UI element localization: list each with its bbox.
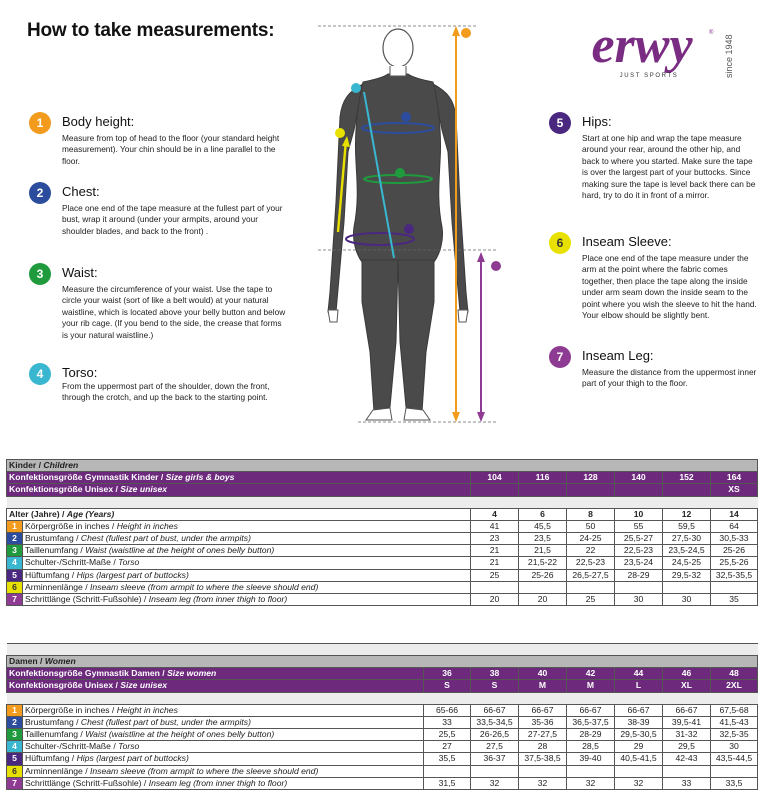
table-cell: 23,5-24 <box>615 557 663 569</box>
since-label <box>722 18 736 80</box>
measure-heading: Inseam Leg: <box>582 348 654 363</box>
table-cell: 64 <box>711 520 758 532</box>
table-cell: 32 <box>615 777 663 789</box>
row-number-badge: 3 <box>7 545 23 557</box>
measurement-row <box>7 593 758 605</box>
age-row: Alter (Jahre) / Age (Years) 4 6 8 10 12 14 <box>7 508 758 520</box>
row-label: Schulter-/Schritt-Maße / Torso <box>23 741 424 753</box>
size-row: Konfektionsgröße Gymnastik Kinder / Size girls & boys 104 116 128 140 152 164 <box>7 472 758 484</box>
measurement-row <box>7 520 758 532</box>
measure-text: Measure the circumference of your waist. Use the tape to circle your waist (sort of like a belt would) at your natural waistline, which is located above your belly button and below your rib cage. (If you bend to the side, the crease that forms is your natural waistline.) <box>62 284 286 340</box>
row-number-badge: 2 <box>7 716 23 728</box>
measurement-row <box>7 777 758 789</box>
table-cell: 24,5-25 <box>663 557 711 569</box>
table-cell: 25-26 <box>519 569 567 581</box>
table-cell: 66-67 <box>615 704 663 716</box>
row-label: Körpergröße in inches / Height in inches <box>23 704 424 716</box>
svg-text:since 1948: since 1948 <box>724 34 734 78</box>
table-cell: 29,5-30,5 <box>615 728 663 740</box>
table-cell: 59,5 <box>663 520 711 532</box>
svg-text:®: ® <box>709 30 714 36</box>
measure-heading: Waist: <box>62 265 98 280</box>
table-cell: 35,5 <box>424 753 471 765</box>
table-cell: 23 <box>471 532 519 544</box>
table-cell: 32 <box>567 777 615 789</box>
measure-heading: Inseam Sleeve: <box>582 234 672 249</box>
measurement-row <box>7 545 758 557</box>
measure-heading: Hips: <box>582 114 612 129</box>
table-cell: 21 <box>471 557 519 569</box>
measurement-row <box>7 704 758 716</box>
measurement-row <box>7 569 758 581</box>
table-cell: 38-39 <box>615 716 663 728</box>
number-badge-1: 1 <box>29 112 51 134</box>
table-cell: 25,5-26 <box>711 557 758 569</box>
table-cell <box>615 765 663 777</box>
logo-tagline: JUST SPORTS <box>619 73 679 79</box>
section-header-children: Kinder / Children <box>7 460 758 472</box>
table-cell: 67,5-68 <box>711 704 758 716</box>
row-label: Taillenumfang / Waist (waistline at the height of ones belly button) <box>23 545 471 557</box>
table-cell: 29 <box>615 741 663 753</box>
table-cell: 66-67 <box>519 704 567 716</box>
table-cell: 24-25 <box>567 532 615 544</box>
size-table-children <box>6 459 758 606</box>
measure-text: Measure from top of head to the floor (your standard height measurement). Your chin should be in a line parallel to the floor. <box>62 133 280 166</box>
row-number-badge: 7 <box>7 593 23 605</box>
page-title: How to take measurements: <box>27 20 275 41</box>
table-cell: 40,5-41,5 <box>615 753 663 765</box>
table-cell: 35-36 <box>519 716 567 728</box>
unisex-row: Konfektionsgröße Unisex / Size unisex XS <box>7 484 758 496</box>
row-number-badge: 4 <box>7 557 23 569</box>
row-number-badge: 5 <box>7 753 23 765</box>
table-cell: 29,5-32 <box>663 569 711 581</box>
row-number-badge: 6 <box>7 765 23 777</box>
table-cell: 26,5-27,5 <box>567 569 615 581</box>
row-label: Brustumfang / Chest (fullest part of bust, under the armpits) <box>23 716 424 728</box>
table-cell: 66-67 <box>663 704 711 716</box>
table-cell: 42-43 <box>663 753 711 765</box>
table-cell: 32,5-35 <box>711 728 758 740</box>
table-cell: 65-66 <box>424 704 471 716</box>
table-cell <box>711 581 758 593</box>
table-cell: 20 <box>519 593 567 605</box>
table-cell <box>519 581 567 593</box>
table-cell: 25,5-27 <box>615 532 663 544</box>
row-label: Arminnenlänge / Inseam sleeve (from armpit to where the sleeve should end) <box>23 765 424 777</box>
table-cell: 45,5 <box>519 520 567 532</box>
row-label: Arminnenlänge / Inseam sleeve (from armpit to where the sleeve should end) <box>23 581 471 593</box>
row-label: Hüftumfang / Hips (largest part of buttocks) <box>23 753 424 765</box>
size-row: Konfektionsgröße Gymnastik Damen / Size women 36 38 40 42 44 46 48 <box>7 668 758 680</box>
row-number-badge: 3 <box>7 728 23 740</box>
row-number-badge: 7 <box>7 777 23 789</box>
number-badge-3: 3 <box>29 263 51 285</box>
table-cell: 39,5-41 <box>663 716 711 728</box>
table-cell: 35 <box>711 593 758 605</box>
table-cell: 27,5 <box>471 741 519 753</box>
logo-brand: erwy <box>591 18 693 74</box>
row-label: Schrittlänge (Schritt-Fußsohle) / Inseam leg (from inner thigh to floor) <box>23 593 471 605</box>
table-cell: 31,5 <box>424 777 471 789</box>
table-cell: 22 <box>567 545 615 557</box>
table-cell: 25 <box>471 569 519 581</box>
number-badge-6: 6 <box>549 232 571 254</box>
table-cell: 20 <box>471 593 519 605</box>
table-cell: 28-29 <box>567 728 615 740</box>
table-cell <box>567 765 615 777</box>
table-cell: 27-27,5 <box>519 728 567 740</box>
measure-heading: Torso: <box>62 365 98 380</box>
size-table-women <box>6 643 758 790</box>
table-cell: 30,5-33 <box>711 532 758 544</box>
table-cell <box>615 581 663 593</box>
measure-text: Start at one hip and wrap the tape measure around your rear, around the other hip, and back to where you started. Make sure the tape is over the largest part of your buttocks. Since making sure the tape is level back there can be hard, try to do it in front of a mirror. <box>582 133 756 201</box>
table-cell: 37,5-38,5 <box>519 753 567 765</box>
number-badge-7: 7 <box>549 346 571 368</box>
table-cell: 33 <box>424 716 471 728</box>
measurement-row <box>7 765 758 777</box>
table-cell: 31-32 <box>663 728 711 740</box>
number-badge-2: 2 <box>29 182 51 204</box>
table-cell: 32 <box>471 777 519 789</box>
table-cell <box>471 581 519 593</box>
row-number-badge: 2 <box>7 532 23 544</box>
section-header-women: Damen / Women <box>7 656 758 668</box>
table-cell: 25,5 <box>424 728 471 740</box>
table-cell <box>519 765 567 777</box>
measure-text: Measure the distance from the uppermost inner part of your thigh to the floor. <box>582 367 757 389</box>
table-cell: 28 <box>519 741 567 753</box>
row-label: Schrittlänge (Schritt-Fußsohle) / Inseam leg (from inner thigh to floor) <box>23 777 424 789</box>
number-badge-4: 4 <box>29 363 51 385</box>
row-number-badge: 5 <box>7 569 23 581</box>
measurement-row <box>7 532 758 544</box>
table-cell: 22,5-23 <box>567 557 615 569</box>
row-number-badge: 6 <box>7 581 23 593</box>
measurement-row <box>7 728 758 740</box>
row-number-badge: 4 <box>7 741 23 753</box>
table-cell <box>663 765 711 777</box>
table-cell: 66-67 <box>471 704 519 716</box>
table-cell: 66-67 <box>567 704 615 716</box>
table-cell: 41,5-43 <box>711 716 758 728</box>
measurement-row <box>7 557 758 569</box>
table-cell: 30 <box>663 593 711 605</box>
table-cell: 21,5-22 <box>519 557 567 569</box>
table-cell <box>663 581 711 593</box>
measure-text: From the uppermost part of the shoulder, down the front, through the crotch, and up the back to the starting point. <box>62 381 270 403</box>
table-cell: 32 <box>519 777 567 789</box>
row-label: Brustumfang / Chest (fullest part of bust, under the armpits) <box>23 532 471 544</box>
row-label: Hüftumfang / Hips (largest part of buttocks) <box>23 569 471 581</box>
table-cell: 23,5 <box>519 532 567 544</box>
unisex-row: Konfektionsgröße Unisex / Size unisex S S M M L XL 2XL <box>7 680 758 692</box>
table-cell: 30 <box>615 593 663 605</box>
table-cell: 27,5-30 <box>663 532 711 544</box>
table-cell <box>567 581 615 593</box>
table-cell: 23,5-24,5 <box>663 545 711 557</box>
measure-heading: Chest: <box>62 184 100 199</box>
table-cell: 41 <box>471 520 519 532</box>
erwy-logo <box>567 18 717 84</box>
measurement-row <box>7 716 758 728</box>
table-cell <box>711 765 758 777</box>
row-number-badge: 1 <box>7 520 23 532</box>
measurement-row <box>7 741 758 753</box>
row-label: Taillenumfang / Waist (waistline at the height of ones belly button) <box>23 728 424 740</box>
row-label: Körpergröße in inches / Height in inches <box>23 520 471 532</box>
measurement-row <box>7 581 758 593</box>
measure-text: Place one end of the tape measure under the arm at the point where the fabric comes together, then place the tape along the inside under arm seam down the inside seam to the point where you wish the sleeve to hit the hand. Your elbow should be slightly bent. <box>582 253 757 321</box>
table-cell: 33 <box>663 777 711 789</box>
table-cell: 33,5 <box>711 777 758 789</box>
measure-text: Place one end of the tape measure at the fullest part of your bust, wrap it around (under your armpits, around your shoulder blades, and back to the front) . <box>62 203 283 236</box>
table-cell: 25 <box>567 593 615 605</box>
table-cell: 30 <box>711 741 758 753</box>
table-cell: 32,5-35,5 <box>711 569 758 581</box>
table-cell: 21 <box>471 545 519 557</box>
measurement-row <box>7 753 758 765</box>
row-label: Schulter-/Schritt-Maße / Torso <box>23 557 471 569</box>
table-cell: 28,5 <box>567 741 615 753</box>
table-cell: 22,5-23 <box>615 545 663 557</box>
table-cell: 50 <box>567 520 615 532</box>
table-cell: 27 <box>424 741 471 753</box>
table-cell: 28-29 <box>615 569 663 581</box>
row-number-badge: 1 <box>7 704 23 716</box>
measure-heading: Body height: <box>62 114 135 129</box>
table-cell: 55 <box>615 520 663 532</box>
body-figure <box>318 22 518 430</box>
table-cell: 29,5 <box>663 741 711 753</box>
table-cell: 33,5-34,5 <box>471 716 519 728</box>
table-cell: 25-26 <box>711 545 758 557</box>
table-cell <box>424 765 471 777</box>
table-cell: 36,5-37,5 <box>567 716 615 728</box>
table-cell: 39-40 <box>567 753 615 765</box>
table-cell: 36-37 <box>471 753 519 765</box>
table-cell: 43,5-44,5 <box>711 753 758 765</box>
number-badge-5: 5 <box>549 112 571 134</box>
table-cell <box>471 765 519 777</box>
table-cell: 26-26,5 <box>471 728 519 740</box>
table-cell: 21,5 <box>519 545 567 557</box>
